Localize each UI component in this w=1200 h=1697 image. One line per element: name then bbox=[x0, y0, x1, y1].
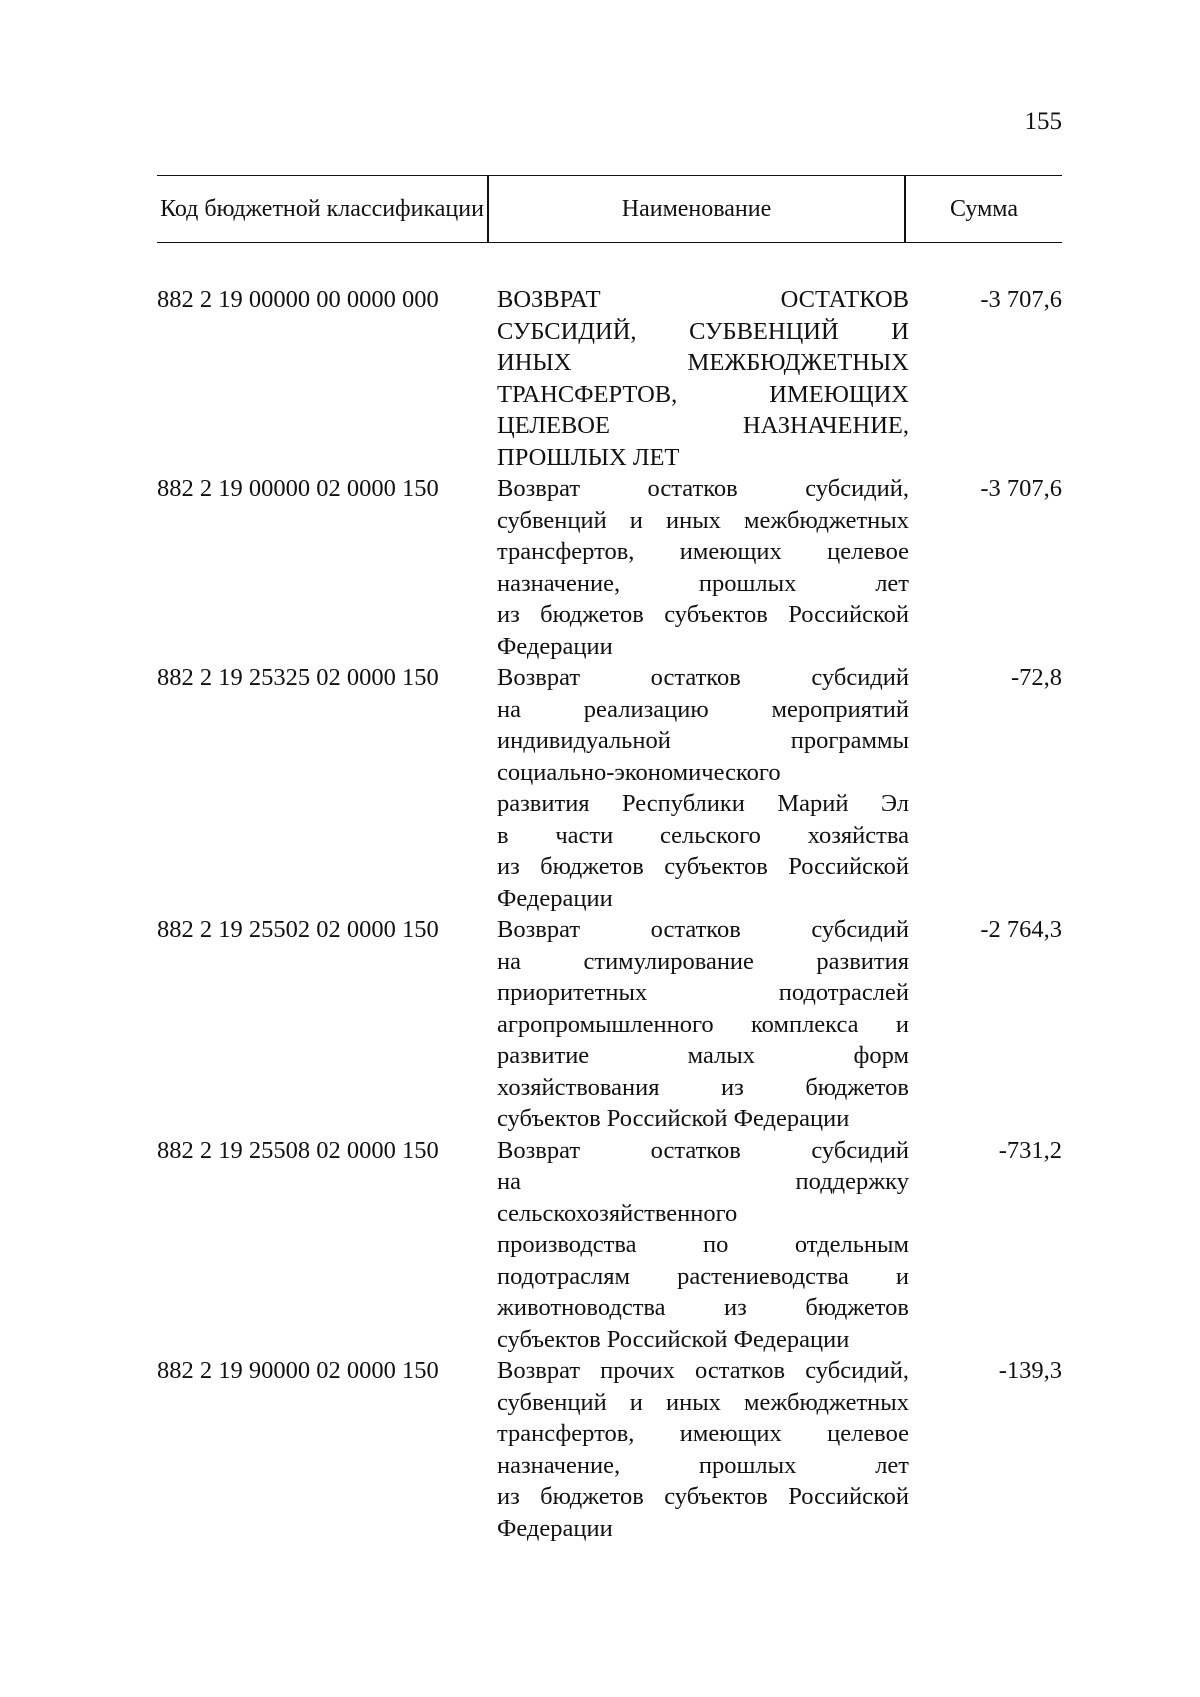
row-name-line: хозяйствования из бюджетов bbox=[497, 1073, 909, 1101]
row-name-line: Федерации bbox=[497, 884, 613, 912]
row-name bbox=[497, 284, 909, 473]
row-name-line: Возврат остатков субсидий bbox=[497, 664, 909, 691]
row-name-line: субвенций и иных межбюджетных bbox=[497, 506, 909, 534]
row-name-line: подотраслям растениеводства и bbox=[497, 1262, 909, 1290]
row-name-line: приоритетных подотраслей bbox=[497, 979, 909, 1006]
row-code: 882 2 19 25502 02 0000 150 bbox=[157, 916, 439, 943]
row-name-line: Возврат прочих остатков субсидий, bbox=[497, 1357, 909, 1384]
row-name-line: Возврат остатков субсидий, bbox=[497, 475, 909, 502]
page-number: 155 bbox=[1024, 108, 1062, 135]
row-name-line: ТРАНСФЕРТОВ, ИМЕЮЩИХ bbox=[497, 380, 909, 408]
row-code: 882 2 19 90000 02 0000 150 bbox=[157, 1357, 439, 1384]
row-amount: -2 764,3 bbox=[980, 916, 1062, 943]
row-name-line: животноводства из бюджетов bbox=[497, 1294, 909, 1321]
row-name-line: назначение, прошлых лет bbox=[497, 1451, 909, 1479]
row-name-line: субъектов Российской Федерации bbox=[497, 1325, 850, 1353]
row-amount: -139,3 bbox=[998, 1357, 1062, 1384]
table-row bbox=[157, 473, 1062, 662]
row-name bbox=[497, 1355, 909, 1544]
table-row bbox=[157, 914, 1062, 1135]
row-name-line: ИНЫХ МЕЖБЮДЖЕТНЫХ bbox=[497, 349, 909, 376]
header-name-label: Наименование bbox=[621, 195, 772, 222]
row-name-line: ПРОШЛЫХ ЛЕТ bbox=[497, 443, 680, 471]
row-amount: -3 707,6 bbox=[980, 475, 1062, 502]
row-name-line: Возврат остатков субсидий bbox=[497, 1136, 909, 1164]
row-name-line: из бюджетов субъектов Российской bbox=[497, 601, 909, 628]
row-name-line: из бюджетов субъектов Российской bbox=[497, 1483, 909, 1510]
row-name-line: сельскохозяйственного bbox=[497, 1199, 738, 1227]
row-name-line: субвенций и иных межбюджетных bbox=[497, 1388, 909, 1416]
row-name-line: СУБСИДИЙ, СУБВЕНЦИЙ И bbox=[497, 317, 909, 345]
row-amount: -72,8 bbox=[1010, 664, 1062, 691]
row-name-line: Федерации bbox=[497, 632, 613, 660]
row-name-line: развитие малых форм bbox=[497, 1042, 909, 1069]
row-name-line: трансфертов, имеющих целевое bbox=[497, 538, 909, 565]
budget-table-body bbox=[157, 284, 1062, 1544]
row-name-line: ЦЕЛЕВОЕ НАЗНАЧЕНИЕ, bbox=[497, 412, 909, 439]
row-name bbox=[497, 662, 909, 914]
table-row bbox=[157, 1355, 1062, 1544]
row-name bbox=[497, 1135, 909, 1356]
row-name-line: ВОЗВРАТ ОСТАТКОВ bbox=[497, 286, 909, 313]
row-name-line: Федерации bbox=[497, 1514, 613, 1542]
row-name-line: агропромышленного комплекса и bbox=[497, 1010, 909, 1038]
row-name-line: в части сельского хозяйства bbox=[497, 821, 909, 849]
row-name-line: на поддержку bbox=[497, 1168, 909, 1195]
row-name-line: на реализацию мероприятий bbox=[497, 695, 909, 723]
row-name-line: индивидуальной программы bbox=[497, 727, 909, 754]
row-name-line: развития Республики Марий Эл bbox=[497, 790, 909, 817]
row-name-line: Возврат остатков субсидий bbox=[497, 916, 909, 943]
row-name bbox=[497, 473, 909, 662]
row-name-line: на стимулирование развития bbox=[497, 947, 909, 975]
header-sum-label: Сумма bbox=[950, 195, 1018, 222]
row-code: 882 2 19 00000 02 0000 150 bbox=[157, 475, 439, 502]
row-amount: -3 707,6 bbox=[980, 286, 1062, 313]
row-name-line: трансфертов, имеющих целевое bbox=[497, 1420, 909, 1447]
row-name-line: из бюджетов субъектов Российской bbox=[497, 853, 909, 880]
row-code: 882 2 19 25325 02 0000 150 bbox=[157, 664, 439, 691]
row-name-line: назначение, прошлых лет bbox=[497, 569, 909, 597]
row-name-line: производства по отдельным bbox=[497, 1231, 909, 1258]
table-row bbox=[157, 1135, 1062, 1356]
header-code-label: Код бюджетной классификации bbox=[160, 195, 484, 222]
row-name-line: субъектов Российской Федерации bbox=[497, 1105, 850, 1132]
row-amount: -731,2 bbox=[998, 1136, 1062, 1164]
table-header bbox=[157, 175, 1062, 243]
table-row bbox=[157, 662, 1062, 914]
row-code: 882 2 19 00000 00 0000 000 bbox=[157, 286, 439, 313]
row-name bbox=[497, 914, 909, 1135]
row-code: 882 2 19 25508 02 0000 150 bbox=[157, 1136, 439, 1164]
row-name-line: социально-экономического bbox=[497, 758, 781, 786]
table-row bbox=[157, 284, 1062, 473]
